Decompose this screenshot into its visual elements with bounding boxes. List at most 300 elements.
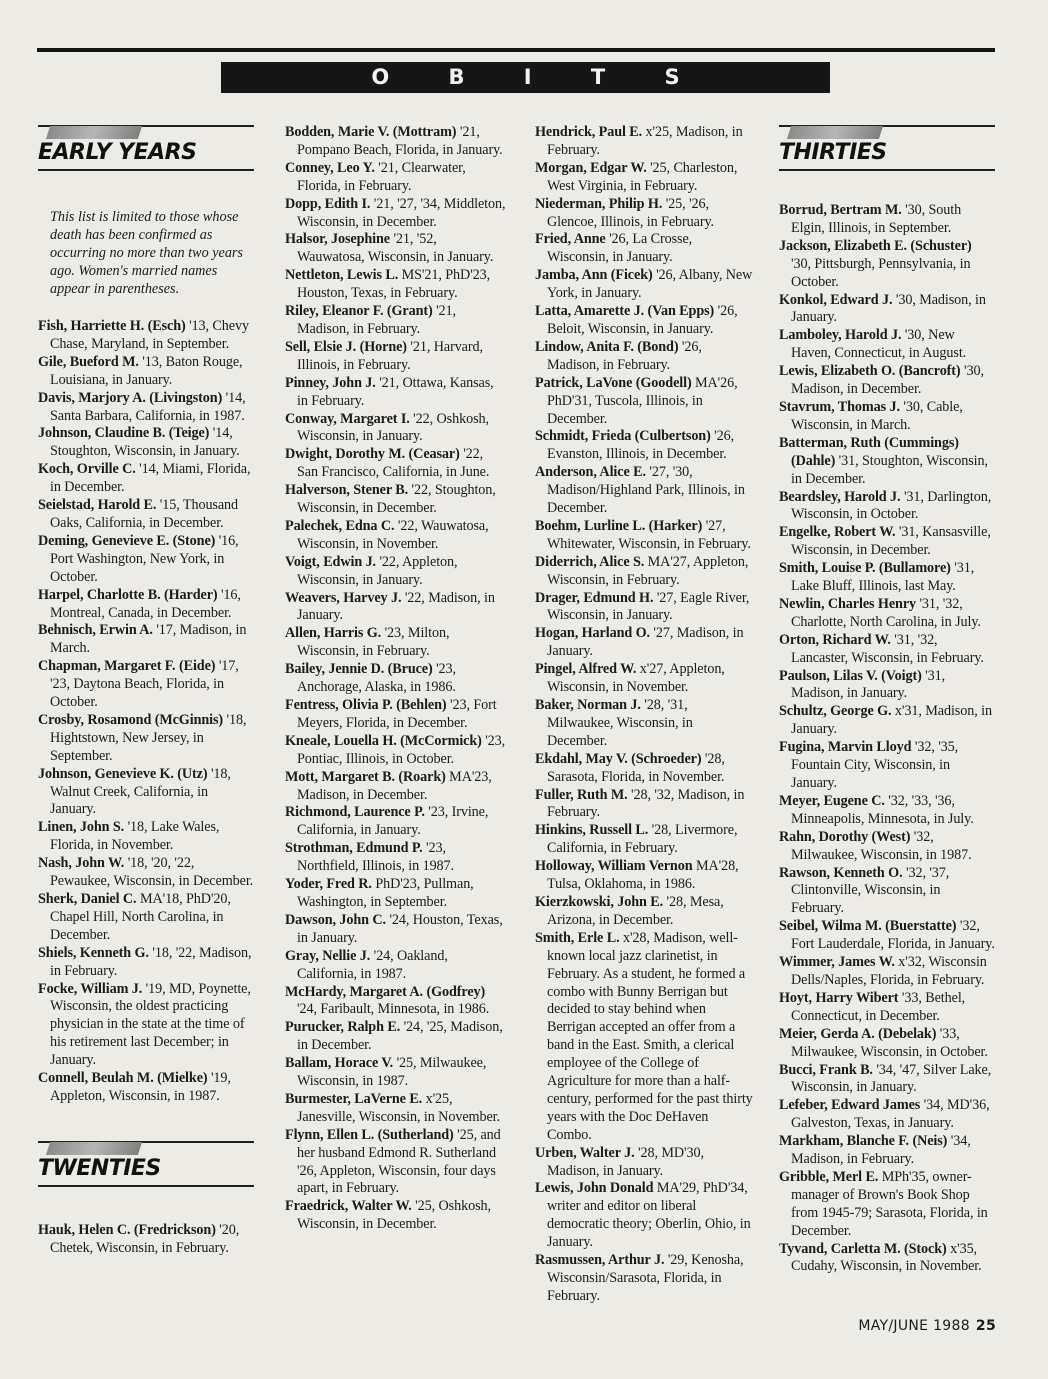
obit-name: Schultz, George G. (779, 703, 892, 720)
obit-details: '31, Lake Bluff, Illinois, last May. (791, 560, 975, 595)
obit-details: '22, Madison, in January. (297, 589, 495, 624)
obit-name: Dwight, Dorothy M. (Ceasar) (285, 446, 460, 463)
obit-name: Lamboley, Harold J. (779, 327, 902, 344)
obit-name: Davis, Marjory A. (Livingston) (38, 389, 223, 406)
obit-name: Gile, Bueford M. (38, 353, 139, 370)
obit-details: '31, Darlington, Wisconsin, in October. (791, 488, 992, 523)
obit-name: Lewis, Elizabeth O. (Bancroft) (779, 363, 961, 380)
obit-name: Fried, Anne (535, 231, 606, 248)
obit-details: '28, Mesa, Arizona, in December. (547, 893, 724, 928)
page-number: 25 (975, 1318, 996, 1334)
obit-details: '33, Milwaukee, Wisconsin, in October. (791, 1025, 988, 1060)
obit-name: Gribble, Merl E. (779, 1168, 879, 1185)
section-header-twenties (38, 1140, 254, 1188)
obit-name: Halsor, Josephine (285, 231, 390, 248)
obit-entry (535, 267, 755, 303)
obit-name: Jamba, Ann (Ficek) (535, 267, 653, 284)
obit-details: '32, '33, '36, Minneapolis, Minnesota, in July. (791, 792, 974, 827)
obit-entry (779, 668, 995, 704)
obit-name: Fish, Harriette H. (Esch) (38, 318, 186, 334)
obit-name: Purucker, Ralph E. (285, 1019, 401, 1036)
obit-entry (285, 948, 507, 984)
obit-name: Orton, Richard W. (779, 631, 891, 648)
obit-details: '31, Kansasville, Wisconsin, in December. (791, 524, 991, 559)
obit-details: '33, Bethel, Connecticut, in December. (791, 989, 966, 1024)
obit-name: Beardsley, Harold J. (779, 488, 901, 505)
obit-entry (38, 497, 254, 533)
obit-name: Seielstad, Harold E. (38, 497, 157, 514)
entry-list (38, 318, 254, 1106)
obit-entry (285, 231, 507, 267)
obit-details: '32, '37, Clintonville, Wisconsin, in February. (791, 864, 950, 917)
column-2 (285, 124, 507, 1234)
obit-entry (779, 1026, 995, 1062)
obit-entry (779, 489, 995, 525)
column-1 (38, 124, 254, 1258)
obit-details: '22, Appleton, Wisconsin, in January. (297, 553, 458, 588)
obit-details: '26, Madison, in February. (547, 338, 702, 373)
obit-entry (285, 1127, 507, 1199)
obit-details: '19, MD, Poynette, Wisconsin, the oldest practicing physician in the state at the time of his retirement last December; in January. (50, 980, 251, 1069)
obit-entry (535, 697, 755, 751)
obit-details: '32, Fort Lauderdale, Florida, in January. (791, 918, 995, 953)
obit-name: Bodden, Marie V. (Mottram) (285, 124, 457, 140)
obit-entry (535, 787, 755, 823)
obit-details: '19, Appleton, Wisconsin, in 1987. (50, 1070, 231, 1104)
entry-list (38, 1222, 254, 1258)
section-header-thirties (779, 124, 995, 172)
obit-details: MPh'35, owner-manager of Brown's Book Shop from 1945-79; Sarasota, Florida, in December. (791, 1168, 988, 1239)
obit-details: '16, Montreal, Canada, in December. (50, 586, 241, 621)
obit-name: Hendrick, Paul E. (535, 124, 643, 140)
obit-details: x'32, Wisconsin Dells/Naples, Florida, in February. (791, 954, 987, 988)
obit-name: Latta, Amarette J. (Van Epps) (535, 303, 715, 320)
obit-details: '32, Milwaukee, Wisconsin, in 1987. (791, 828, 972, 863)
obit-entry (535, 464, 755, 518)
obit-details: '24, Houston, Texas, in January. (297, 911, 503, 946)
obit-entry (38, 981, 254, 1071)
obit-entry (779, 632, 995, 668)
obit-name: Schmidt, Frieda (Culbertson) (535, 428, 711, 445)
obit-name: Fuller, Ruth M. (535, 786, 628, 803)
obit-details: '27, '30, Madison/Highland Park, Illinois, in December. (547, 464, 745, 517)
page-footer (858, 1318, 996, 1334)
obit-details: '28, '32, Madison, in February. (547, 786, 745, 821)
obit-entry (535, 625, 755, 661)
obit-name: Hinkins, Russell L. (535, 822, 649, 839)
obit-details: '21, '27, '34, Middleton, Wisconsin, in December. (297, 195, 506, 230)
obit-entry (285, 482, 507, 518)
obit-details: x'25, Madison, in February. (547, 124, 743, 158)
obit-details: '21, Harvard, Illinois, in February. (297, 338, 483, 373)
entry-list (285, 124, 507, 1234)
obit-details: '23, Anchorage, Alaska, in 1986. (297, 661, 456, 696)
obit-name: Mott, Margaret B. (Roark) (285, 768, 446, 785)
obit-entry (38, 945, 254, 981)
obit-details: '13, Baton Rouge, Louisiana, in January. (50, 353, 243, 388)
obit-entry (38, 1070, 254, 1106)
obit-details: '21, Pompano Beach, Florida, in January. (297, 124, 503, 158)
obit-entry (535, 303, 755, 339)
obit-name: Focke, William J. (38, 980, 143, 997)
obit-name: Meier, Gerda A. (Debelak) (779, 1025, 937, 1042)
obit-details: '14, Santa Barbara, California, in 1987. (50, 389, 246, 424)
obit-name: Kneale, Louella H. (McCormick) (285, 732, 482, 749)
obit-name: Meyer, Eugene C. (779, 792, 885, 809)
obit-entry (285, 876, 507, 912)
obit-entry (38, 712, 254, 766)
obit-details: '29, Kenosha, Wisconsin/Sarasota, Florida, in February. (547, 1252, 744, 1304)
issue-date: MAY/JUNE 1988 (858, 1318, 970, 1334)
obit-details: '15, Thousand Oaks, California, in December. (50, 497, 239, 531)
obit-entry (285, 446, 507, 482)
section-title: TWENTIES (38, 1155, 161, 1181)
obit-entry (285, 697, 507, 733)
obit-name: Bailey, Jennie D. (Bruce) (285, 661, 433, 678)
obit-name: Engelke, Robert W. (779, 524, 896, 541)
obit-name: Holloway, William Vernon (535, 858, 693, 875)
section-swatch (46, 1142, 142, 1155)
obit-entry (285, 912, 507, 948)
obit-name: Linen, John S. (38, 819, 125, 836)
obit-entry (779, 990, 995, 1026)
obit-details: '34, Madison, in February. (791, 1133, 971, 1168)
obit-entry (779, 292, 995, 328)
obit-entry (779, 435, 995, 489)
column-3 (535, 124, 755, 1306)
obit-details: '25, Oshkosh, Wisconsin, in December. (297, 1198, 491, 1233)
obit-details: '22, Oshkosh, Wisconsin, in January. (297, 410, 489, 445)
obit-name: Drager, Edmund H. (535, 589, 654, 606)
obit-name: Koch, Orville C. (38, 461, 136, 478)
obit-name: Hoyt, Harry Wibert (779, 989, 899, 1006)
obit-name: Fugina, Marvin Lloyd (779, 739, 912, 756)
obit-name: Ballam, Horace V. (285, 1055, 394, 1072)
obit-entry (535, 196, 755, 232)
obit-name: Behnisch, Erwin A. (38, 622, 153, 639)
obit-details: '25, Milwaukee, Wisconsin, in 1987. (297, 1055, 487, 1090)
obit-details: '14, Stoughton, Wisconsin, in January. (50, 425, 240, 460)
obits-banner: O B I T S (221, 62, 830, 93)
obit-entry (285, 554, 507, 590)
obit-details: '22, Stoughton, Wisconsin, in December. (297, 482, 496, 517)
obit-details: '21, Ottawa, Kansas, in February. (297, 374, 494, 409)
obit-entry (38, 533, 254, 587)
obit-details: '18, Walnut Creek, California, in January. (50, 765, 231, 818)
section-header-early-years (38, 124, 254, 172)
obit-details: '31, Madison, in January. (791, 667, 946, 702)
obit-entry (285, 124, 507, 160)
obit-details: '25, Charleston, West Virginia, in February. (547, 159, 738, 194)
obit-entry (779, 1097, 995, 1133)
obit-details: '28, MD'30, Madison, in January. (547, 1144, 704, 1179)
obit-entry (285, 1091, 507, 1127)
obit-name: Diderrich, Alice S. (535, 553, 645, 570)
intro-note: This list is limited to those whose death has been confirmed as occurring no more than two years ago. Women's married names appear in parentheses. (50, 209, 243, 297)
obit-entry (38, 461, 254, 497)
obit-name: Ekdahl, May V. (Schroeder) (535, 750, 702, 767)
obit-entry (779, 954, 995, 990)
obit-name: Batterman, Ruth (Cummings) (Dahle) (779, 434, 959, 469)
obit-entry (779, 202, 995, 238)
spacer (38, 1106, 254, 1140)
obit-details: MA'27, Appleton, Wisconsin, in February. (547, 553, 749, 588)
obit-entry (535, 894, 755, 930)
obit-details: '23, Fort Meyers, Florida, in December. (297, 697, 497, 731)
obit-name: Rawson, Kenneth O. (779, 864, 903, 881)
obit-entry (535, 930, 755, 1145)
section-swatch (46, 126, 142, 139)
obit-name: Deming, Genevieve E. (Stone) (38, 532, 216, 549)
obit-name: Riley, Eleanor F. (Grant) (285, 303, 433, 320)
obit-entry (38, 1222, 254, 1258)
obit-entry (535, 822, 755, 858)
obit-details: '17, '23, Daytona Beach, Florida, in October. (50, 658, 239, 711)
obit-entry (779, 1133, 995, 1169)
obit-name: Markham, Blanche F. (Neis) (779, 1133, 948, 1150)
obit-entry (38, 425, 254, 461)
obit-entry (535, 160, 755, 196)
obit-name: Newlin, Charles Henry (779, 595, 917, 612)
obit-entry (285, 1019, 507, 1055)
obit-name: Burmester, LaVerne E. (285, 1090, 423, 1107)
section-rule-bottom (779, 169, 995, 171)
obit-name: Sherk, Daniel C. (38, 891, 137, 907)
obit-entry (535, 375, 755, 429)
obit-name: Nash, John W. (38, 855, 125, 872)
section-rule-bottom (38, 169, 254, 171)
obit-entry (535, 124, 755, 160)
obit-name: Lefeber, Edward James (779, 1097, 921, 1114)
obit-entry (285, 804, 507, 840)
obit-name: Lewis, John Donald (535, 1180, 654, 1197)
obit-entry (285, 840, 507, 876)
obit-details: '17, Madison, in March. (50, 622, 247, 657)
obit-entry (285, 625, 507, 661)
obit-name: Seibel, Wilma M. (Buerstatte) (779, 918, 957, 935)
obit-name: Tyvand, Carletta M. (Stock) (779, 1240, 947, 1257)
obit-details: '18, '20, '22, Pewaukee, Wisconsin, in December. (50, 855, 254, 890)
obit-name: Boehm, Lurline L. (Harker) (535, 517, 703, 534)
obit-name: Harpel, Charlotte B. (Harder) (38, 586, 218, 603)
obit-entry (285, 518, 507, 554)
obit-name: Hogan, Harland O. (535, 625, 650, 642)
obit-entry (779, 793, 995, 829)
obit-entry (779, 327, 995, 363)
obit-name: Bucci, Frank B. (779, 1061, 873, 1078)
obit-name: Fentress, Olivia P. (Behlen) (285, 697, 447, 713)
obit-name: Gray, Nellie J. (285, 947, 371, 964)
obit-name: Lindow, Anita F. (Bond) (535, 338, 679, 355)
obit-entry (779, 363, 995, 399)
top-rule (37, 48, 995, 52)
obit-details: '24, Faribault, Minnesota, in 1986. (297, 1001, 490, 1018)
obit-name: Sell, Elsie J. (Horne) (285, 338, 407, 355)
obit-name: Conney, Leo Y. (285, 159, 375, 176)
obit-name: Voigt, Edwin J. (285, 553, 377, 570)
obit-details: MA'26, PhD'31, Tuscola, Illinois, in December. (547, 374, 738, 427)
obit-entry (285, 303, 507, 339)
obit-details: '27, Whitewater, Wisconsin, in February. (547, 517, 751, 552)
obit-name: Morgan, Edgar W. (535, 159, 647, 176)
obit-entry (535, 661, 755, 697)
obit-entry (285, 411, 507, 447)
obit-entry (779, 918, 995, 954)
obit-details: '25, '26, Glencoe, Illinois, in February. (547, 195, 714, 230)
obit-entry (535, 428, 755, 464)
obit-details: MA'29, PhD'34, writer and editor on liberal democratic theory; Oberlin, Ohio, in January. (547, 1180, 751, 1251)
obit-name: Urben, Walter J. (535, 1144, 635, 1161)
obit-name: Smith, Erle L. (535, 929, 620, 946)
obit-name: Weavers, Harvey J. (285, 589, 402, 606)
obit-details: '23, Milton, Wisconsin, in February. (297, 625, 450, 660)
obit-details: PhD'23, Pullman, Washington, in September. (297, 876, 474, 910)
obit-name: Anderson, Alice E. (535, 464, 646, 481)
obit-details: '22, Wauwatosa, Wisconsin, in November. (297, 517, 489, 552)
obit-name: Shiels, Kenneth G. (38, 944, 149, 961)
obit-entry (535, 518, 755, 554)
column-4 (779, 124, 995, 1276)
obit-name: Pingel, Alfred W. (535, 661, 637, 678)
obit-details: '18, Hightstown, New Jersey, in September. (50, 711, 247, 764)
obit-entry (38, 318, 254, 354)
obit-entry (285, 661, 507, 697)
obit-details: '30, Madison, in January. (791, 291, 986, 326)
obit-details: '28, Livermore, California, in February. (547, 822, 738, 857)
obit-entry (285, 984, 507, 1020)
obit-name: Rahn, Dorothy (West) (779, 828, 911, 845)
obit-details: '27, Madison, in January. (547, 625, 744, 660)
obit-entry (535, 590, 755, 626)
obit-entry (38, 587, 254, 623)
obit-entry (779, 238, 995, 292)
obit-entry (285, 1198, 507, 1234)
obit-details: '21, Madison, in February. (297, 303, 456, 337)
obit-details: x'35, Cudahy, Wisconsin, in November. (791, 1240, 982, 1275)
obit-entry (779, 865, 995, 919)
obit-name: Strothman, Edmund P. (285, 840, 423, 857)
obit-details: '13, Chevy Chase, Maryland, in September. (50, 318, 249, 352)
obit-details: '30, New Haven, Connecticut, in August. (791, 327, 967, 362)
obit-details: '24, Oakland, California, in 1987. (297, 947, 448, 982)
obit-details: '32, '35, Fountain City, Wisconsin, in January. (791, 739, 959, 791)
obit-details: '34, '47, Silver Lake, Wisconsin, in January. (791, 1061, 992, 1096)
obit-name: Conway, Margaret I. (285, 410, 410, 427)
obit-details: '21, Clearwater, Florida, in February. (297, 159, 466, 194)
obit-details: '31, Stoughton, Wisconsin, in December. (791, 452, 988, 487)
obit-entry (779, 596, 995, 632)
obit-name: Crosby, Rosamond (McGinnis) (38, 711, 224, 728)
obit-details: '30, Pittsburgh, Pennsylvania, in October. (791, 255, 971, 290)
obit-details: '21, '52, Wauwatosa, Wisconsin, in January. (297, 231, 494, 266)
obit-name: McHardy, Margaret A. (Godfrey) (285, 983, 486, 1000)
obit-name: Pinney, John J. (285, 374, 376, 391)
obit-details: '25, and her husband Edmond R. Sutherland '26, Appleton, Wisconsin, four days apart, in February. (297, 1126, 501, 1197)
obit-name: Dopp, Edith I. (285, 195, 371, 212)
obit-details: '14, Miami, Florida, in December. (50, 461, 251, 496)
obit-details: '26, La Crosse, Wisconsin, in January. (547, 231, 693, 266)
obit-details: '23, Pontiac, Illinois, in October. (297, 732, 506, 767)
obit-entry (38, 622, 254, 658)
obit-name: Johnson, Genevieve K. (Utz) (38, 765, 208, 782)
obit-details: MA'23, Madison, in December. (297, 768, 492, 803)
obit-details: '23, Irvine, California, in January. (297, 804, 489, 839)
obit-name: Chapman, Margaret F. (Eide) (38, 658, 216, 675)
entry-list (779, 202, 995, 1276)
obit-details: '30, Cable, Wisconsin, in March. (791, 398, 963, 433)
obit-details: x'27, Appleton, Wisconsin, in November. (547, 661, 725, 696)
section-swatch (787, 126, 883, 139)
obit-name: Niederman, Philip H. (535, 195, 663, 212)
obit-entry (535, 339, 755, 375)
obit-name: Fraedrick, Walter W. (285, 1198, 412, 1215)
obit-details: '16, Port Washington, New York, in October. (50, 532, 239, 585)
obit-entry (285, 267, 507, 303)
obit-name: Kierzkowski, John E. (535, 893, 664, 910)
obit-name: Wimmer, James W. (779, 954, 895, 971)
obit-details: '28, Sarasota, Florida, in November. (547, 750, 725, 785)
obit-entry (38, 819, 254, 855)
obit-details: '22, San Francisco, California, in June. (297, 446, 490, 481)
obit-entry (779, 703, 995, 739)
obit-entry (535, 751, 755, 787)
obit-entry (779, 1169, 995, 1241)
obit-entry (285, 769, 507, 805)
obit-entry (285, 590, 507, 626)
obit-details: '23, Northfield, Illinois, in 1987. (297, 840, 454, 875)
obit-entry (535, 858, 755, 894)
obit-name: Stavrum, Thomas J. (779, 398, 900, 415)
obit-name: Connell, Beulah M. (Mielke) (38, 1070, 208, 1087)
obit-details: x'31, Madison, in January. (791, 703, 992, 738)
obit-entry (285, 375, 507, 411)
obit-details: '30, South Elgin, Illinois, in September. (791, 202, 962, 236)
obit-entry (38, 891, 254, 945)
obit-entry (38, 658, 254, 712)
obit-name: Borrud, Bertram M. (779, 202, 902, 218)
obit-name: Johnson, Claudine B. (Teige) (38, 425, 210, 442)
entry-list (535, 124, 755, 1306)
section-title: EARLY YEARS (38, 140, 197, 165)
obit-name: Konkol, Edward J. (779, 291, 893, 308)
obit-name: Jackson, Elizabeth E. (Schuster) (779, 237, 972, 254)
obit-details: '31, '32, Charlotte, North Carolina, in July. (791, 595, 981, 630)
obit-name: Paulson, Lilas V. (Voigt) (779, 667, 922, 684)
obit-entry (38, 855, 254, 891)
obit-name: Halverson, Stener B. (285, 482, 409, 499)
obit-entry (535, 231, 755, 267)
obit-entry (779, 1062, 995, 1098)
obit-name: Allen, Harris G. (285, 625, 382, 642)
section-title: THIRTIES (779, 140, 887, 165)
obit-entry (535, 1252, 755, 1306)
obit-entry (535, 1145, 755, 1181)
obit-entry (285, 196, 507, 232)
obit-details: MA'28, Tulsa, Oklahoma, in 1986. (547, 858, 739, 893)
obit-name: Rasmussen, Arthur J. (535, 1252, 665, 1269)
obit-name: Dawson, John C. (285, 911, 386, 928)
obit-details: '34, MD'36, Galveston, Texas, in January. (791, 1097, 990, 1132)
obit-entry (285, 339, 507, 375)
obit-entry (38, 390, 254, 426)
obit-entry (779, 1241, 995, 1277)
obit-entry (779, 524, 995, 560)
obit-entry (38, 766, 254, 820)
obit-details: MA'18, PhD'20, Chapel Hill, North Carolina, in December. (50, 891, 231, 943)
obit-details: x'28, Madison, well-known local jazz clarinetist, in February. As a student, he formed a combo with Bunny Berrigan but decided to stay behind when Berrigan accepted an offer from a band in the East. Smith, a clerical employee of the College of Agriculture for more than a half-century, performed for the past thirty years with the Doc DeHaven Combo. (547, 929, 753, 1143)
obit-name: Palechek, Edna C. (285, 517, 395, 534)
obit-entry (779, 829, 995, 865)
